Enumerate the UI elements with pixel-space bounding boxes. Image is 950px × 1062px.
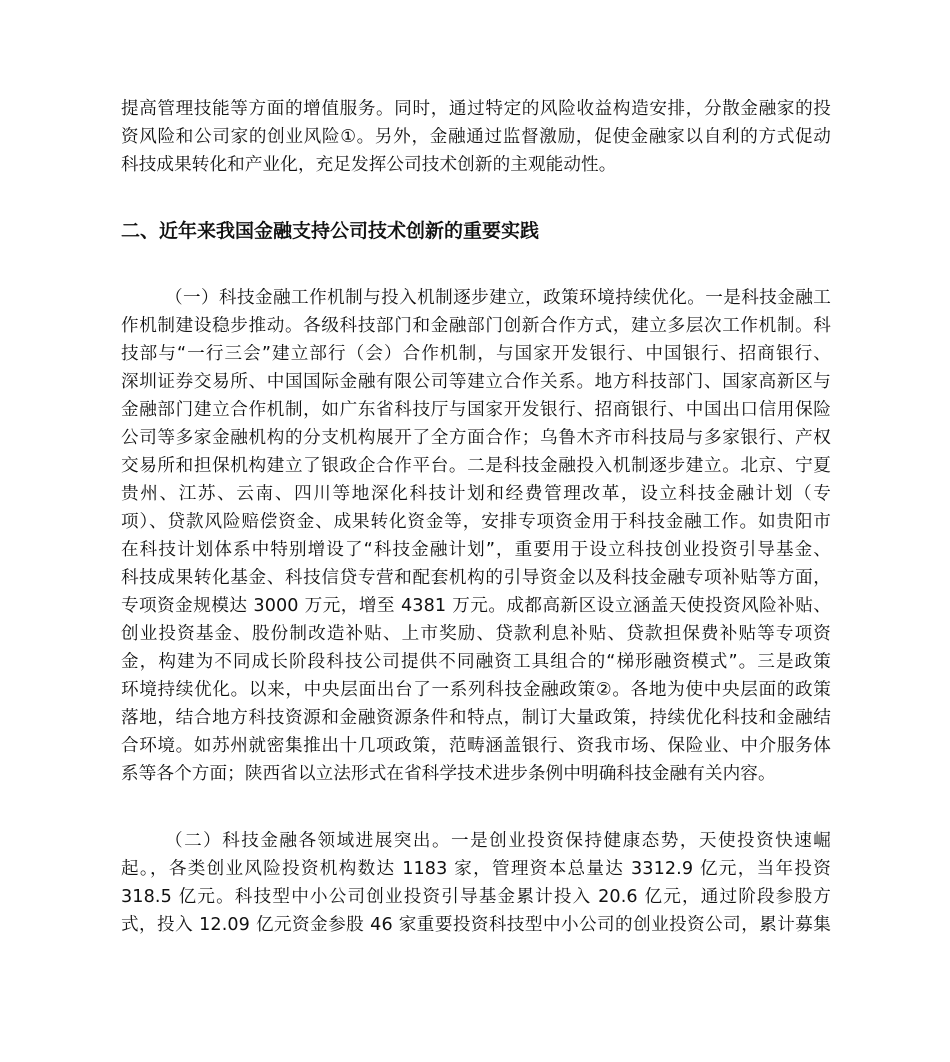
text-line: 科技成果转化和产业化，充足发挥公司技术创新的主观能动性。 xyxy=(121,155,617,175)
text-line: 技部与“一行三会”建立部行（会）合作机制，与国家开发银行、中国银行、招商银行、 xyxy=(121,344,831,364)
paragraph-section-one xyxy=(121,284,831,788)
paragraph-section-two xyxy=(121,827,831,939)
text-line: 式，投入 12.09 亿元资金参股 46 家重要投资科技型中小公司的创业投资公司，累计募集 xyxy=(121,915,831,935)
text-line: 金，构建为不同成长阶段科技公司提供不同融资工具组合的“梯形融资模式”。三是政策 xyxy=(121,652,831,672)
text-line: 金融部门建立合作机制，如广东省科技厅与国家开发银行、招商银行、中国出口信用保险 xyxy=(121,400,831,420)
text-line: 环境持续优化。以来，中央层面出台了一系列科技金融政策②。各地为使中央层面的政策 xyxy=(121,680,831,700)
paragraph-intro xyxy=(121,95,831,179)
section-heading: 二、近年来我国金融支持公司技术创新的重要实践 xyxy=(121,220,540,242)
text-line: 提高管理技能等方面的增值服务。同时，通过特定的风险收益构造安排，分散金融家的投 xyxy=(121,99,831,119)
text-line: 合环境。如苏州就密集推出十几项政策，范畴涵盖银行、资我市场、保险业、中介服务体 xyxy=(121,736,831,756)
text-line: 系等各个方面；陕西省以立法形式在省科学技术进步条例中明确科技金融有关内容。 xyxy=(121,764,776,784)
text-line: 科技成果转化基金、科技信贷专营和配套机构的引导资金以及科技金融专项补贴等方面， xyxy=(121,568,831,588)
text-line: 落地，结合地方科技资源和金融资源条件和特点，制订大量政策，持续优化科技和金融结 xyxy=(121,708,831,728)
text-line: 深圳证券交易所、中国国际金融有限公司等建立合作关系。地方科技部门、国家高新区与 xyxy=(121,372,831,392)
text-line: 公司等多家金融机构的分支机构展开了全方面合作；乌鲁木齐市科技局与多家银行、产权 xyxy=(121,428,831,448)
text-line: 在科技计划体系中特别增设了“科技金融计划”，重要用于设立科技创业投资引导基金、 xyxy=(121,540,831,560)
text-line: 项）、贷款风险赔偿资金、成果转化资金等，安排专项资金用于科技金融工作。如贵阳市 xyxy=(121,512,831,532)
text-line: 专项资金规模达 3000 万元，增至 4381 万元。成都高新区设立涵盖天使投资风险补贴、 xyxy=(121,596,831,616)
text-line: 贵州、江苏、云南、四川等地深化科技计划和经费管理改革，设立科技金融计划（专 xyxy=(121,484,831,504)
text-line: 交易所和担保机构建立了银政企合作平台。二是科技金融投入机制逐步建立。北京、宁夏 xyxy=(121,456,831,476)
text-line: 资风险和公司家的创业风险①。另外，金融通过监督激励，促使金融家以自利的方式促动 xyxy=(121,127,831,147)
text-line: 318.5 亿元。科技型中小公司创业投资引导基金累计投入 20.6 亿元，通过阶段参股方 xyxy=(121,887,831,907)
text-line: 作机制建设稳步推动。各级科技部门和金融部门创新合作方式，建立多层次工作机制。科 xyxy=(121,316,831,336)
text-line: 起。，各类创业风险投资机构数达 1183 家，管理资本总量达 3312.9 亿元，当年投资 xyxy=(121,859,831,879)
text-line: （一）科技金融工作机制与投入机制逐步建立，政策环境持续优化。一是科技金融工 xyxy=(165,288,831,308)
text-line: （二）科技金融各领域进展突出。一是创业投资保持健康态势，天使投资快速崛 xyxy=(165,831,831,851)
text-line: 创业投资基金、股份制改造补贴、上市奖励、贷款利息补贴、贷款担保费补贴等专项资 xyxy=(121,624,831,644)
